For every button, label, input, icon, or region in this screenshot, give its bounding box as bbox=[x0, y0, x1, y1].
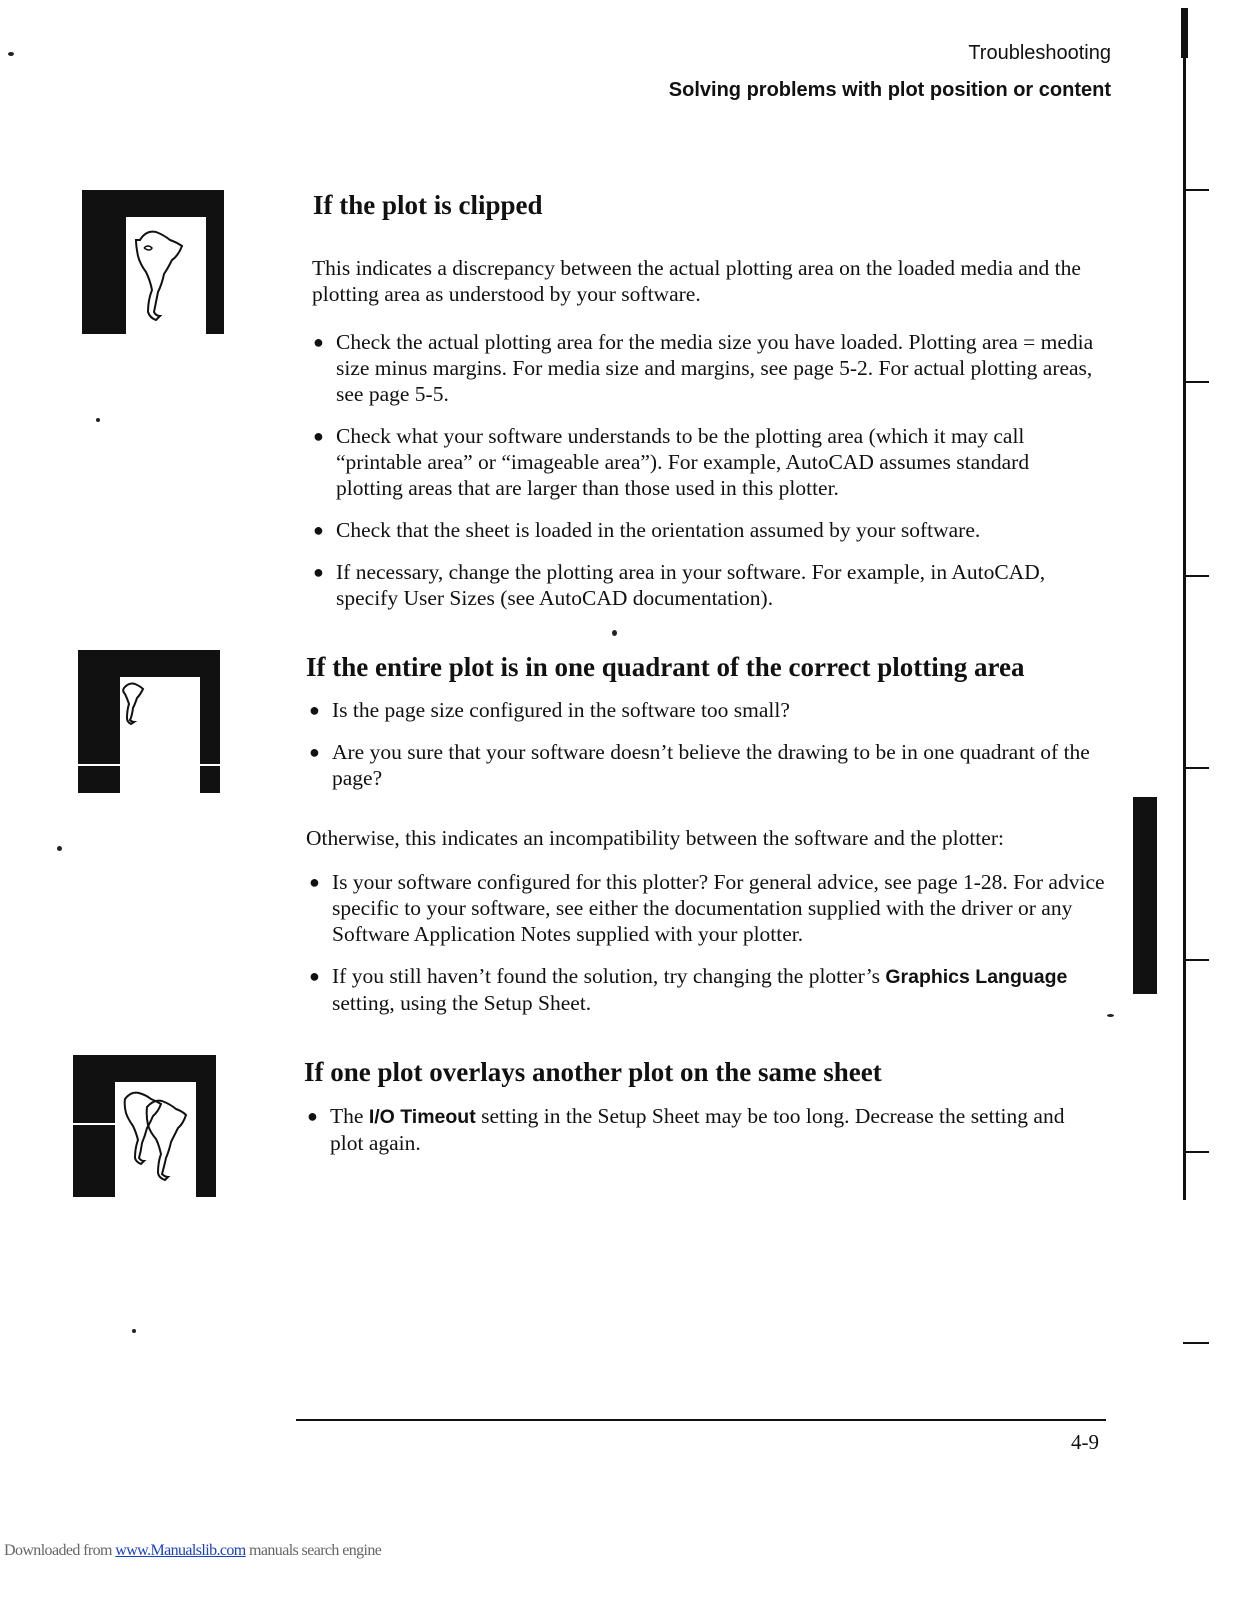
list-item-text-part: setting, using the Setup Sheet. bbox=[332, 991, 592, 1015]
bullet-list bbox=[306, 697, 1096, 791]
list-item bbox=[306, 697, 1096, 723]
scan-speck bbox=[1107, 1014, 1114, 1017]
bullet-dot: ● bbox=[313, 520, 324, 540]
bullet-list bbox=[304, 1103, 1094, 1156]
list-item bbox=[304, 1103, 1094, 1156]
overlay-plot-icon bbox=[73, 1055, 216, 1197]
list-item-text-part: setting in the Setup Sheet may be too long. Decrease the setting and plot again. bbox=[330, 1104, 1065, 1155]
bullet-dot: ● bbox=[309, 742, 320, 762]
list-item-text: Is your software configured for this plotter? For general advice, see page 1-28. For advice specific to your software, see either the documentation supplied with the driver or any Software Application Notes supplied with your plotter. bbox=[332, 870, 1105, 946]
list-item-text: Check the actual plotting area for the media size you have loaded. Plotting area = media size minus margins. For media size and margins, see page 5-2. For actual plotting areas, see page 5-5. bbox=[336, 330, 1094, 406]
list-item-text bbox=[330, 1104, 1064, 1155]
margin-tick bbox=[1183, 189, 1209, 191]
list-item bbox=[310, 423, 1100, 501]
list-item-text: Check that the sheet is loaded in the orientation assumed by your software. bbox=[336, 518, 981, 542]
download-suffix: manuals search engine bbox=[245, 1542, 382, 1559]
bullet-dot: ● bbox=[309, 700, 320, 720]
running-header-section: Solving problems with plot position or content bbox=[668, 79, 1111, 101]
list-item-text: If necessary, change the plotting area in your software. For example, in AutoCAD, specify User Sizes (see AutoCAD documentation). bbox=[336, 560, 1046, 610]
bullet-dot: ● bbox=[309, 966, 320, 986]
bullet-dot: ● bbox=[309, 872, 320, 892]
margin-tick bbox=[1183, 959, 1209, 961]
list-item bbox=[306, 869, 1106, 947]
section-heading-clipped: If the plot is clipped bbox=[313, 190, 543, 220]
scan-speck bbox=[96, 418, 100, 422]
bullet-dot: ● bbox=[313, 332, 324, 352]
page-number: 4-9 bbox=[1071, 1430, 1099, 1454]
list-item-text-part: The bbox=[330, 1104, 369, 1128]
bullet-dot: ● bbox=[307, 1106, 318, 1126]
section-heading-overlay: If one plot overlays another plot on the same sheet bbox=[304, 1057, 882, 1087]
list-item-text: Check what your software understands to be the plotting area (which it may call “printable area” or “imageable area”). For example, AutoCAD assumes standard plotting areas that are larger than those used in this plotter. bbox=[336, 424, 1030, 500]
scan-speck bbox=[8, 52, 14, 56]
section-heading-quadrant: If the entire plot is in one quadrant of the correct plotting area bbox=[306, 652, 1025, 682]
bullet-dot: ● bbox=[313, 426, 324, 446]
list-item bbox=[306, 963, 1106, 1016]
list-item-text: Are you sure that your software doesn’t believe the drawing to be in one quadrant of the page? bbox=[332, 740, 1090, 790]
section-intro: This indicates a discrepancy between the actual plotting area on the loaded media and the plotting area as understood by your software. bbox=[312, 256, 1081, 306]
quadrant-plot-icon bbox=[78, 650, 220, 793]
scan-speck bbox=[57, 846, 62, 851]
setting-name-graphics-language: Graphics Language bbox=[885, 966, 1068, 988]
list-item bbox=[306, 739, 1096, 791]
chapter-thumb-tab bbox=[1133, 797, 1157, 994]
footer-rule bbox=[296, 1419, 1106, 1421]
list-item bbox=[310, 559, 1100, 611]
download-credit bbox=[4, 1542, 381, 1560]
list-item-text-part: If you still haven’t found the solution, try changing the plotter’s bbox=[332, 964, 886, 988]
list-item bbox=[310, 517, 1100, 543]
scan-speck bbox=[132, 1329, 136, 1333]
list-item-text bbox=[332, 964, 1067, 1015]
setting-name-io-timeout: I/O Timeout bbox=[368, 1106, 476, 1128]
download-prefix: Downloaded from bbox=[4, 1542, 116, 1559]
clipped-plot-icon bbox=[82, 190, 224, 334]
list-item bbox=[310, 329, 1100, 407]
margin-tick bbox=[1183, 381, 1209, 383]
bullet-dot: ● bbox=[313, 562, 324, 582]
running-header-chapter: Troubleshooting bbox=[968, 42, 1111, 64]
incompatibility-intro: Otherwise, this indicates an incompatibility between the software and the plotter: bbox=[306, 826, 1004, 850]
scan-speck bbox=[612, 630, 617, 636]
bullet-list bbox=[306, 869, 1106, 1016]
list-item-text: Is the page size configured in the software too small? bbox=[332, 698, 790, 722]
manualslib-link[interactable]: www.Manualslib.com bbox=[115, 1542, 246, 1559]
margin-tick bbox=[1183, 575, 1209, 577]
margin-tick bbox=[1183, 767, 1209, 769]
margin-tick bbox=[1183, 1151, 1209, 1153]
margin-tick bbox=[1183, 1342, 1209, 1344]
bullet-list bbox=[310, 329, 1100, 611]
